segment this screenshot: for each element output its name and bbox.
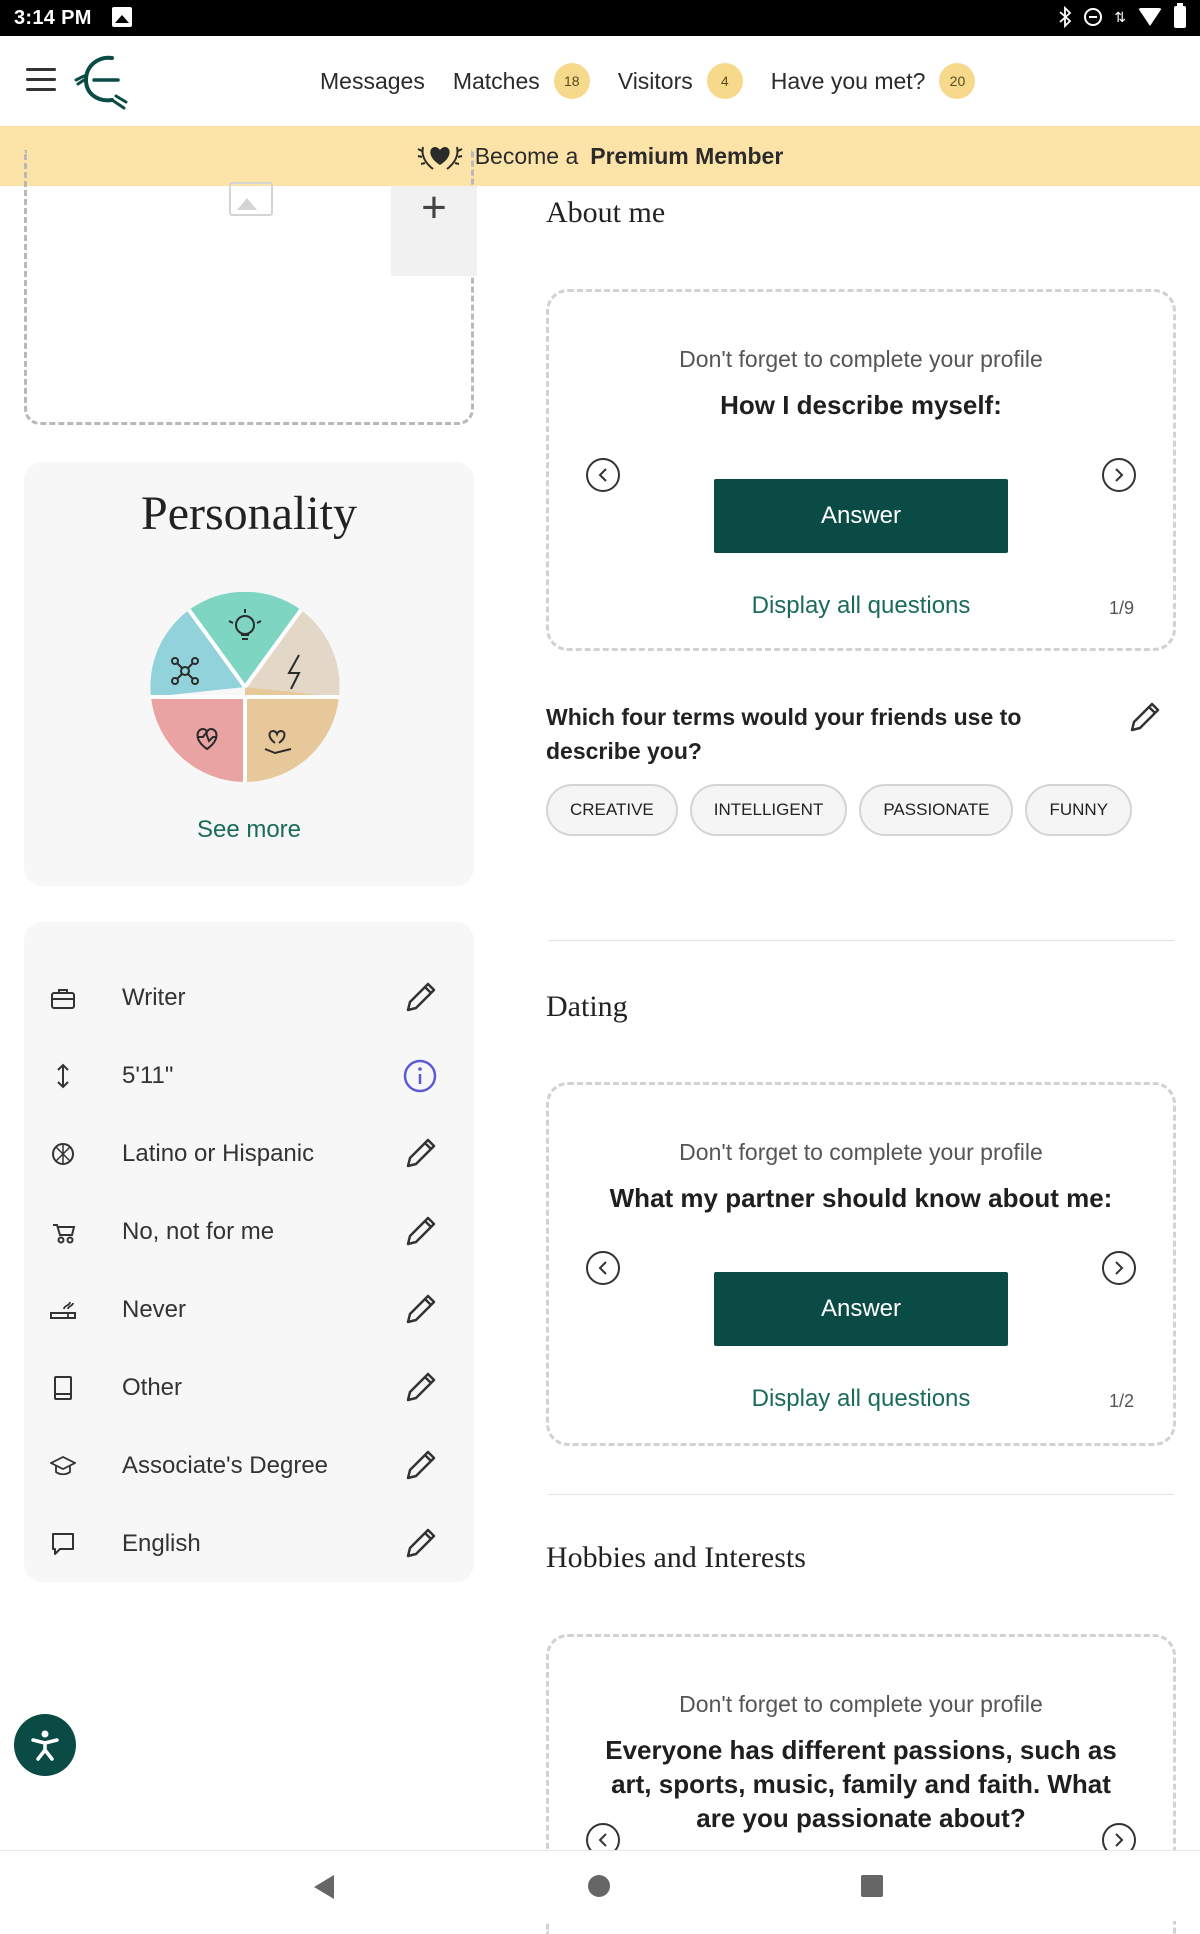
pencil-edit-icon[interactable] bbox=[400, 1290, 440, 1330]
personality-pie-chart[interactable] bbox=[150, 592, 340, 782]
have-you-met-count-badge: 20 bbox=[939, 63, 975, 99]
complete-profile-hint: Don't forget to complete your profile bbox=[679, 346, 1043, 372]
menu-icon[interactable] bbox=[26, 68, 56, 92]
question-text: What my partner should know about me: bbox=[609, 1183, 1113, 1213]
nav-messages-label: Messages bbox=[320, 67, 425, 94]
height-arrows-icon bbox=[50, 1063, 76, 1089]
battery-icon bbox=[1174, 6, 1186, 28]
attribute-row-height bbox=[24, 1046, 474, 1106]
question-text: Everyone has different passions, such as art, sports, music, family and faith. What are you passionate about? bbox=[605, 1735, 1117, 1833]
display-all-questions-link[interactable]: Display all questions bbox=[751, 1385, 971, 1412]
matches-count-badge: 18 bbox=[554, 63, 590, 99]
visitors-count-badge: 4 bbox=[707, 63, 743, 99]
answer-button[interactable]: Answer bbox=[714, 479, 1008, 553]
nav-have-you-met-label: Have you met? bbox=[770, 67, 926, 94]
profile-attributes-card bbox=[24, 922, 474, 1582]
briefcase-icon bbox=[50, 985, 76, 1011]
accessibility-person-icon bbox=[25, 1725, 65, 1765]
terms-question: Which four terms would your friends use to describe you? bbox=[546, 704, 1022, 764]
attribute-label: Other bbox=[122, 1374, 183, 1401]
attribute-label: English bbox=[122, 1530, 201, 1557]
attribute-row-religion bbox=[24, 1358, 474, 1418]
question-counter: 1/2 bbox=[1109, 1391, 1135, 1411]
app-header bbox=[0, 36, 1200, 127]
chevron-left-icon bbox=[596, 467, 610, 483]
book-icon bbox=[50, 1375, 76, 1401]
nav-visitors[interactable] bbox=[618, 63, 743, 99]
photo-upload-card[interactable] bbox=[24, 150, 474, 425]
pencil-edit-icon[interactable] bbox=[400, 1134, 440, 1174]
info-icon[interactable] bbox=[400, 1056, 440, 1096]
prev-question-button[interactable] bbox=[586, 1251, 620, 1285]
hobbies-title: Hobbies and Interests bbox=[546, 1541, 806, 1574]
display-all-questions-link[interactable]: Display all questions bbox=[751, 592, 971, 619]
about-me-title: About me bbox=[546, 196, 666, 229]
question-text: How I describe myself: bbox=[720, 390, 1002, 420]
main-nav bbox=[320, 36, 975, 126]
attribute-row-children bbox=[24, 1202, 474, 1262]
nav-matches[interactable] bbox=[453, 63, 590, 99]
dating-title: Dating bbox=[546, 990, 628, 1023]
home-button-icon[interactable] bbox=[588, 1875, 610, 1897]
complete-profile-hint: Don't forget to complete your profile bbox=[679, 1139, 1043, 1165]
chevron-left-icon bbox=[596, 1832, 610, 1848]
pencil-edit-icon[interactable] bbox=[1124, 698, 1164, 738]
term-chip: FUNNY bbox=[1025, 784, 1132, 836]
speech-bubble-icon bbox=[50, 1531, 76, 1557]
system-navigation-bar bbox=[0, 1850, 1200, 1921]
chevron-right-icon bbox=[1112, 1832, 1126, 1848]
pencil-edit-icon[interactable] bbox=[400, 978, 440, 1018]
chevron-right-icon bbox=[1112, 467, 1126, 483]
attribute-label: Never bbox=[122, 1296, 187, 1323]
complete-profile-hint: Don't forget to complete your profile bbox=[679, 1691, 1043, 1717]
attribute-row-occupation bbox=[24, 968, 474, 1028]
pencil-edit-icon[interactable] bbox=[400, 1446, 440, 1486]
personality-card bbox=[24, 462, 474, 886]
bluetooth-icon bbox=[1058, 6, 1072, 28]
image-placeholder-icon bbox=[229, 182, 273, 216]
attribute-label: Writer bbox=[122, 984, 186, 1011]
add-photo-button[interactable]: + bbox=[391, 186, 477, 276]
pencil-edit-icon[interactable] bbox=[400, 1212, 440, 1252]
data-arrows-icon: ⇅ bbox=[1114, 9, 1126, 25]
accessibility-button[interactable] bbox=[14, 1714, 76, 1776]
wifi-icon bbox=[1138, 8, 1162, 26]
attribute-label: Latino or Hispanic bbox=[122, 1140, 315, 1167]
recent-apps-button-icon[interactable] bbox=[861, 1875, 883, 1897]
attribute-row-ethnicity bbox=[24, 1124, 474, 1184]
do-not-disturb-icon bbox=[1084, 8, 1102, 26]
prev-question-button[interactable] bbox=[586, 458, 620, 492]
back-button-icon[interactable] bbox=[314, 1875, 334, 1899]
app-logo[interactable] bbox=[72, 50, 130, 110]
nav-messages[interactable] bbox=[320, 68, 425, 95]
graduation-cap-icon bbox=[50, 1453, 76, 1479]
see-more-link[interactable]: See more bbox=[196, 816, 302, 843]
answer-button[interactable]: Answer bbox=[714, 1272, 1008, 1346]
about-me-question-card bbox=[546, 289, 1176, 651]
attribute-label: Associate's Degree bbox=[122, 1452, 329, 1479]
chevron-left-icon bbox=[596, 1260, 610, 1276]
image-notification-icon bbox=[112, 7, 132, 27]
pencil-edit-icon[interactable] bbox=[400, 1368, 440, 1408]
nav-visitors-label: Visitors bbox=[617, 67, 693, 94]
section-divider bbox=[548, 940, 1174, 941]
stroller-icon bbox=[50, 1219, 76, 1245]
question-counter: 1/9 bbox=[1109, 598, 1135, 618]
status-time: 3:14 PM bbox=[14, 7, 92, 29]
term-chip: INTELLIGENT bbox=[690, 784, 848, 836]
section-divider bbox=[548, 1494, 1174, 1495]
smoking-icon bbox=[50, 1297, 76, 1323]
pencil-edit-icon[interactable] bbox=[400, 1524, 440, 1564]
premium-member-label: Premium Member bbox=[590, 142, 784, 169]
nav-matches-label: Matches bbox=[452, 67, 540, 94]
status-icons bbox=[1058, 6, 1186, 28]
attribute-row-smoking bbox=[24, 1280, 474, 1340]
attribute-label: No, not for me bbox=[122, 1218, 275, 1245]
term-chip: CREATIVE bbox=[546, 784, 678, 836]
attribute-row-education bbox=[24, 1436, 474, 1496]
dating-question-card bbox=[546, 1082, 1176, 1446]
term-chip: PASSIONATE bbox=[859, 784, 1013, 836]
attribute-label: 5'11" bbox=[122, 1062, 174, 1089]
personality-title: Personality bbox=[141, 487, 357, 540]
nav-have-you-met[interactable] bbox=[771, 63, 976, 99]
status-bar bbox=[0, 0, 1200, 36]
terms-chips bbox=[546, 784, 1132, 836]
attribute-row-language bbox=[24, 1514, 474, 1574]
chevron-right-icon bbox=[1112, 1260, 1126, 1276]
premium-prefix: Become a bbox=[474, 142, 579, 169]
next-question-button[interactable] bbox=[1102, 458, 1136, 492]
next-question-button[interactable] bbox=[1102, 1251, 1136, 1285]
globe-icon bbox=[50, 1141, 76, 1167]
